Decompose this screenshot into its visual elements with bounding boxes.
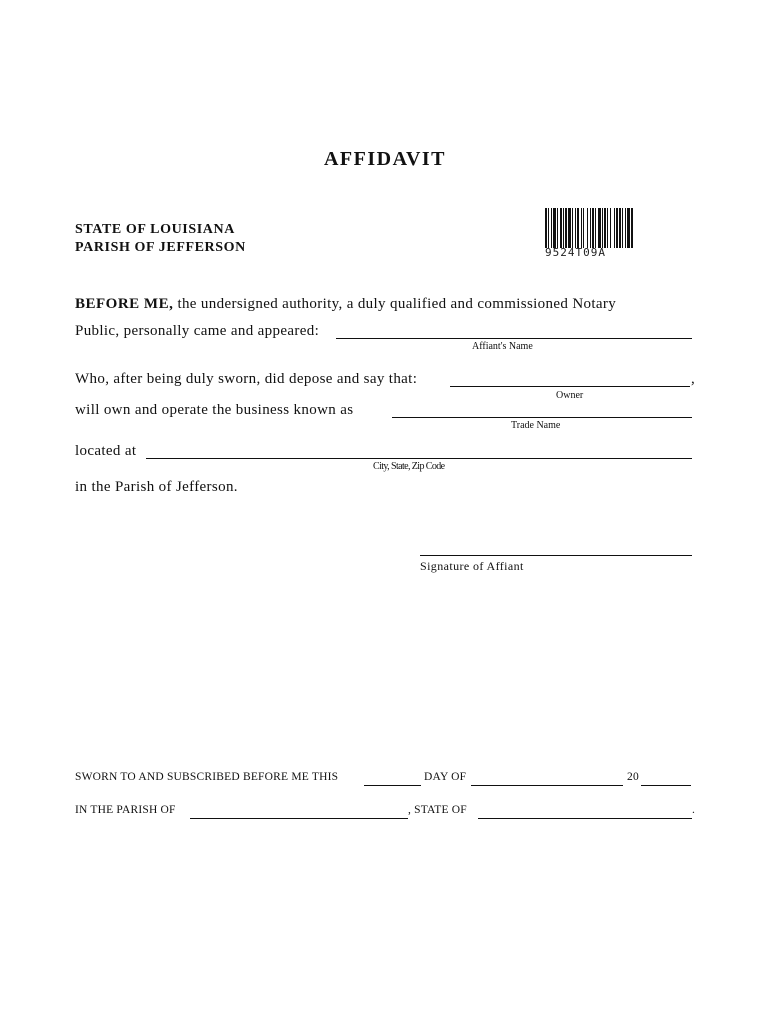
located-line: located at [75,443,137,459]
state-of-text: , STATE OF [408,804,467,816]
signature-field[interactable] [420,555,692,556]
state-field[interactable] [478,818,692,819]
trade-name-caption: Trade Name [511,420,561,431]
barcode [545,208,691,248]
month-field[interactable] [471,785,623,786]
parish-of-jefferson-line: in the Parish of Jefferson. [75,479,238,495]
before-me-bold: BEFORE ME, [75,296,174,312]
parish-field[interactable] [190,818,408,819]
signature-caption: Signature of Affiant [420,559,524,573]
day-field[interactable] [364,785,421,786]
city-state-zip-caption: City, State, Zip Code [373,461,445,472]
owner-field[interactable] [450,386,690,387]
who-line: Who, after being duly sworn, did depose and say that: [75,371,418,387]
before-me-text: the undersigned authority, a duly qualified and commissioned Notary [173,296,617,312]
before-me-line [75,296,616,313]
address-field[interactable] [146,458,692,459]
owner-caption: Owner [556,390,584,401]
public-line: Public, personally came and appeared: [75,323,320,339]
in-parish-of-text: IN THE PARISH OF [75,804,176,816]
barcode-number: 9524T09A [545,246,606,259]
affiant-name-caption: Affiant's Name [472,341,533,352]
trade-name-field[interactable] [392,417,692,418]
day-of-text: DAY OF [424,771,467,783]
year-field[interactable] [641,785,691,786]
end-period: . [692,804,696,816]
affiant-name-field[interactable] [336,338,692,339]
document-title: AFFIDAVIT [323,148,447,170]
who-comma: , [691,371,696,387]
parish-line: PARISH OF JEFFERSON [75,240,246,255]
sworn-text: SWORN TO AND SUBSCRIBED BEFORE ME THIS [75,771,339,783]
business-line: will own and operate the business known as [75,402,354,418]
state-line: STATE OF LOUISIANA [75,222,235,237]
year-prefix: 20 [627,771,639,783]
